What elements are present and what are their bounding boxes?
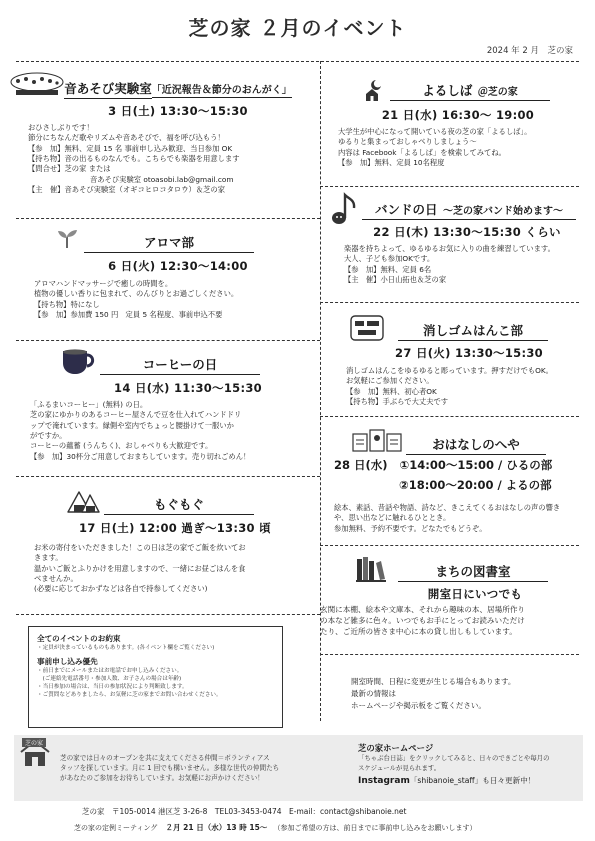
coffee-title: コーヒーの日 (142, 357, 218, 372)
event-aroma (84, 232, 254, 253)
mogu-line: お米の寄付をいただきました！この日は芝の家でご飯を炊いてお (34, 543, 246, 552)
event-band (362, 199, 576, 220)
coffee-line: 芝の家にゆかりのあるコーヒー屋さんで豆を仕入れてハンドドリ (30, 410, 242, 420)
top-divider (16, 61, 579, 62)
oto-line: 【問合せ】芝の家 または (28, 164, 111, 174)
instagram-account: 「shibanoie_staff」も日々更新中！ (409, 775, 536, 785)
music-note-icon (330, 192, 358, 230)
library-line: たり、ご近所の皆さま中心に本の貸し出しもしています。 (320, 626, 517, 636)
aroma-line: 【参 加】参加費 150 円 定員 5 名程度、事前申込不要 (34, 310, 223, 320)
library-line: の本など雑多に色々。いつでもお手にとってお読みいただけ (320, 615, 525, 625)
notice-line: 開室時間、日程に変更が生じる場合もあります。 (351, 677, 516, 686)
ohanashi-day: 28 日(水) (334, 458, 388, 472)
band-subtitle: 〜芝の家バンド始めます〜 (443, 206, 564, 217)
issue-date: 2024 年 2 月 芝の家 (486, 46, 573, 56)
ohanashi-title: おはなしのへや (432, 437, 520, 452)
aroma-title: アロマ部 (143, 235, 194, 250)
notice-line: 最新の情報は (351, 689, 396, 698)
mogu-datetime: 17 日(土) 12:00 過ぎ〜13:30 頃 (79, 521, 271, 535)
coffee-cup-icon (60, 347, 98, 379)
divider-right-2 (320, 302, 579, 303)
eraser-datetime: 27 日(火) 13:30〜15:30 (395, 346, 543, 360)
volunteer-line: タッフを探しています。月に 1 回でも構いません。多様な世代の仲間たち (60, 764, 280, 773)
divider-right-3 (320, 416, 579, 417)
volunteer-recruit (60, 753, 360, 784)
yoru-line: 大学生が中心になって開いている夜の芝の家「よるしば」。 (338, 127, 532, 136)
coffee-line: がですか。 (30, 431, 67, 441)
eraser-stamp-icon (350, 315, 384, 345)
mogu-title: もぐもぐ (153, 497, 204, 512)
band-title: バンドの日 (374, 202, 438, 217)
event-eraser-stamp (398, 320, 548, 341)
event-coffee (100, 354, 260, 375)
mogu-line: べませんか。 (34, 574, 78, 584)
instagram-note (358, 775, 578, 786)
oto-subtitle: 「近況報告＆節分のおんがく」 (151, 85, 292, 96)
ohanashi-line: 絵本、素話、昔話や物語、詩など、きこえてくるおはなしの声の響き (334, 503, 561, 512)
coffee-details (30, 400, 318, 462)
yoru-line: 【参 加】無料、定員 10名程度 (338, 158, 445, 168)
yoru-datetime: 21 日(水) 16:30〜 19:00 (381, 108, 535, 122)
homepage-line: 「ちゃぶ台日誌」をクリックしてみると、日々のできごとや毎月の (358, 754, 550, 762)
picture-books-icon (352, 428, 404, 456)
band-line: 【参 加】無料、定員 6名 (344, 264, 432, 274)
divider-right-1 (320, 186, 579, 187)
schedule-notice (351, 676, 515, 712)
oto-line: 【参 加】無料、定員 15 名 事前申し込み歓迎、当日参加 OK (28, 143, 233, 153)
eraser-line: 【持ち物】手ぶらで大丈夫です (346, 397, 449, 407)
homepage-title: 芝の家ホームページ (358, 743, 434, 753)
event-ohanashi (406, 434, 546, 455)
homepage-info (358, 742, 578, 786)
library-line: 玄関に本棚、絵本や文庫本、それから趣味の本、居場所作り (320, 605, 526, 614)
house-moon-icon (364, 78, 382, 106)
band-line: 楽器を持ちよって、ゆるゆるお気に入りの曲を練習しています。 (344, 244, 555, 253)
oto-contact: 音あそび実験室 otoasobi.lab@gmail.com (90, 174, 234, 184)
regular-meeting (74, 822, 477, 833)
oto-line: おひさしぶりです！ (28, 123, 94, 132)
aroma-details (34, 279, 318, 320)
coffee-line: ップで淹れています。縁側や室内でちょっと腰掛けて一服いか (30, 420, 234, 430)
event-library (398, 561, 548, 582)
eraser-line: 【参 加】無料、初心者OK (346, 386, 437, 396)
band-details (344, 244, 578, 285)
oto-title: 音あそび実験室 (64, 79, 152, 99)
instagram-label: Instagram (358, 775, 410, 786)
advance-booking-heading: 事前申し込み優先 (37, 657, 98, 667)
divider-left-2 (16, 340, 320, 341)
meeting-date: ２月 21 日（水）13 時 15〜 (165, 823, 268, 832)
oto-line: 【持ち物】音の出るものなんでも。こちらでも楽器を用意します (28, 154, 240, 164)
mogu-line: きます。 (34, 553, 63, 563)
booking-line: ・前日までにメールまたはお電話でお申し込みください。 (37, 668, 183, 675)
divider-right-5 (320, 654, 579, 655)
band-line: 大人、子ども参加OKです。 (344, 254, 435, 264)
oto-datetime: 3 日(土) 13:30〜15:30 (108, 104, 248, 118)
ohanashi-slot-2: ②18:00〜20:00 / よるの部 (399, 478, 552, 492)
oto-details (28, 123, 318, 196)
ohanashi-datetime (334, 457, 580, 473)
homepage-line: スケジュールが見られます。 (358, 763, 441, 772)
coffee-line: コーヒーの蘊蓄 (うんちく)、おしゃべりも大歓迎です。 (30, 441, 213, 451)
yoru-line: 内容は Facebook「よるしば」を検索してみてね。 (338, 147, 506, 157)
eraser-line: お気軽にご参加ください。 (346, 376, 434, 386)
divider-left-4 (16, 614, 320, 615)
page-title: 芝の家 ２月のイベント (188, 16, 407, 40)
rules-heading: 全てのイベントのお約束 (37, 634, 121, 643)
divider-right-4 (320, 545, 579, 546)
eraser-details (346, 366, 578, 407)
rice-ball-icon (66, 490, 100, 520)
yoru-subtitle: ＠芝の家 (477, 87, 518, 98)
coffee-line: 【参 加】30杯分ご用意しておまちしています。売り切れごめん！ (30, 451, 251, 461)
band-datetime: 22 日(木) 13:30〜15:30 くらい (373, 225, 561, 239)
meeting-lead: 芝の家の定例ミーティング (74, 824, 158, 832)
address-line: 芝の家 〒105-0014 港区芝 3-26-8 TEL03-3453-0474 E-mail：contact@shibanoie.net (82, 807, 407, 816)
yoru-line: ゆるりと集まっておしゃべりしましょう〜 (338, 137, 477, 147)
band-line: 【主 催】小日山拓也＆芝の家 (344, 275, 447, 285)
library-title: まちの図書室 (435, 564, 511, 579)
notice-line: ホームページや掲示板をご覧ください。 (351, 701, 486, 710)
ohanashi-line: や、思い出などに触れるひととき。 (334, 513, 451, 523)
ohanashi-slot-1: ①14:00〜15:00 / ひるの部 (399, 458, 553, 472)
oto-host: 【主 催】音あそび実験室（オギコヒロコタロウ）＆芝の家 (28, 185, 226, 195)
library-hours: 開室日にいつでも (427, 587, 523, 601)
mogu-details (34, 543, 318, 595)
event-rules-box (28, 626, 283, 728)
volunteer-line: 芝の家では日々のオープンを共に支えてくださる仲間＝ボランティアス (60, 754, 270, 762)
coffee-line: 「ふるまいコーヒー」(無料) の日。 (30, 400, 148, 409)
aroma-line: 【持ち物】特になし (34, 299, 100, 309)
booking-line: (ご連絡先電話番号・参加人数、お子さんの場合は年齢) (37, 676, 182, 683)
aroma-line: アロマハンドマッサージで癒しの時間を。 (34, 279, 173, 288)
event-oto-asobi (40, 78, 316, 119)
ohanashi-details (334, 503, 580, 534)
booking-line: ・ご質問などありましたら、お気軽に芝の家までお問い合わせください。 (37, 692, 222, 699)
eraser-line: 消しゴムはんこをゆるゆると彫っています。押すだけでもOK。 (346, 366, 553, 375)
oto-line: 節分にちなんだ歌やリズムや音あそびで、福を呼び込もう！ (28, 133, 225, 143)
footer-logo-label: 芝の家 (22, 738, 46, 747)
meeting-note: （参加ご希望の方は、前日までに事前申し込みをお願いします） (273, 824, 477, 832)
rules-capacity: ・定員が決まっているものもあります。(各イベント欄をご覧ください) (37, 645, 215, 651)
eraser-title: 消しゴムはんこ部 (422, 323, 523, 338)
mogu-line: (必要に応じておかずなどは各自で持参してください) (34, 584, 208, 594)
ohanashi-line: 参加無料、予約不要です。どなたでもどうぞ。 (334, 523, 487, 533)
yoru-title: よるしば (422, 83, 473, 98)
aroma-line: 植物の優しい香りに包まれて、のんびりとお過ごしください。 (34, 289, 239, 299)
coffee-datetime: 14 日(水) 11:30〜15:30 (114, 381, 262, 395)
volunteer-line: があなたのご参加をお待ちしています。お気軽にお声かけください！ (60, 774, 264, 783)
bookshelf-icon (356, 556, 386, 586)
library-details (320, 605, 582, 637)
event-mogumogu (104, 494, 254, 515)
sprout-icon (56, 227, 78, 253)
divider-left-3 (16, 476, 320, 477)
booking-line: ・当日参加の場合は、当日の参加状況により判断致します。 (37, 684, 188, 691)
divider-left-1 (16, 218, 320, 219)
yoru-details (338, 127, 578, 168)
event-yorushiba (390, 80, 550, 101)
mogu-line: 温かいご飯とふりかけを用意しますので、一緒にお昼ごはんを食 (34, 563, 246, 573)
aroma-datetime: 6 日(火) 12:30〜14:00 (108, 259, 248, 273)
